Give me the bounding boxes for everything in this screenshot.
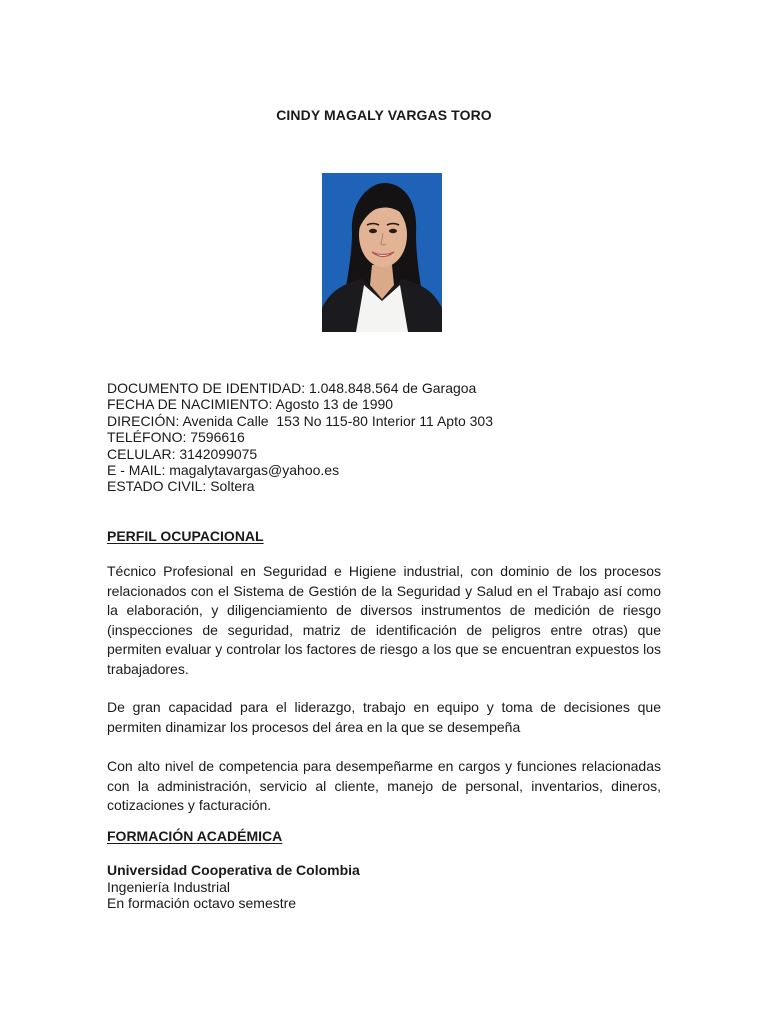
marital-status: ESTADO CIVIL: Soltera	[107, 478, 255, 495]
personal-info	[107, 380, 493, 495]
program-status: En formación octavo semestre	[107, 895, 297, 911]
mobile: CELULAR: 3142099075	[107, 445, 258, 462]
id-document: DOCUMENTO DE IDENTIDAD: 1.048.848.564 de Garagoa	[107, 380, 477, 396]
perfil-paragraph-2: De gran capacidad para el liderazgo, trabajo en equipo y toma de decisiones que permiten dinamizar los procesos del área en la que se desempeña	[107, 699, 661, 735]
program-name: Ingeniería Industrial	[107, 878, 230, 895]
address: DIRECIÓN: Avenida Calle 153 No 115-80 Interior 11 Apto 303	[107, 412, 494, 429]
perfil-heading: PERFIL OCUPACIONAL	[107, 528, 264, 544]
birth-date: FECHA DE NACIMIENTO: Agosto 13 de 1990	[107, 396, 394, 413]
school-name: Universidad Cooperativa de Colombia	[107, 862, 360, 878]
perfil-paragraph-3: Con alto nivel de competencia para desempeñarme en cargos y funciones relacionadas con la administración, servicio al cliente, manejo de personal, inventarios, dineros, cotizaciones y facturación.	[107, 758, 661, 814]
phone: TELÉFONO: 7596616	[107, 429, 245, 446]
education-entry	[107, 862, 360, 912]
email: E - MAIL: magalytavargas@yahoo.es	[107, 462, 340, 479]
perfil-paragraph-1: Técnico Profesional en Seguridad e Higiene industrial, con dominio de los procesos relacionados con el Sistema de Gestión de la Seguridad y Salud en el Trabajo así como la elaboración, y diligenciamiento de diversos instrumentos de medición de riesgo (inspecciones de seguridad, matriz de identificación de peligros entre otras) que permiten evaluar y controlar los factores de riesgo a los que se encuentran expuestos los trabajadores.	[107, 563, 661, 677]
candidate-name: CINDY MAGALY VARGAS TORO	[276, 107, 492, 123]
formacion-heading: FORMACIÓN ACADÉMICA	[107, 828, 283, 844]
profile-photo	[322, 173, 442, 332]
